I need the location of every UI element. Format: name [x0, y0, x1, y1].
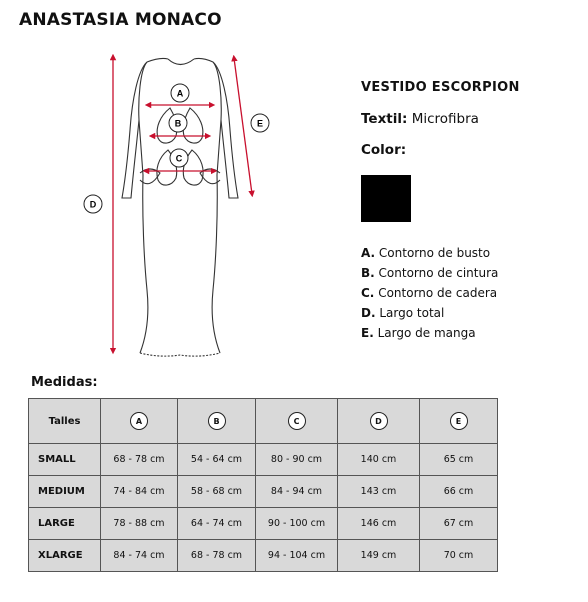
svg-text:B: B — [174, 118, 182, 129]
textil-label: Textil: — [361, 111, 408, 127]
table-cell: 68 - 78 cm — [101, 444, 178, 476]
figure-label-e — [251, 114, 269, 132]
legend-text: Contorno de busto — [378, 246, 491, 260]
medidas-label: Medidas: — [31, 375, 98, 390]
legend-letter: B. — [361, 266, 375, 280]
legend-text: Largo de manga — [377, 326, 476, 340]
table-row — [29, 540, 498, 572]
dress-outline — [122, 58, 238, 356]
table-header-row — [29, 399, 498, 444]
header-circle-label: E — [450, 412, 468, 430]
table-cell: 66 cm — [420, 476, 498, 508]
header-circle-label: C — [288, 412, 306, 430]
table-cell: 68 - 78 cm — [178, 540, 256, 572]
svg-text:A: A — [176, 88, 184, 99]
legend-letter: E. — [361, 326, 374, 340]
legend-letter: C. — [361, 286, 375, 300]
table-cell: 70 cm — [420, 540, 498, 572]
header-col-e — [420, 399, 498, 444]
figure-label-d — [84, 195, 102, 213]
size-table — [28, 398, 498, 572]
legend-item — [361, 283, 498, 303]
table-cell: 90 - 100 cm — [256, 508, 338, 540]
svg-text:E: E — [256, 118, 264, 129]
textil-line — [361, 111, 479, 127]
header-col-b — [178, 399, 256, 444]
size-name: MEDIUM — [29, 476, 101, 508]
header-col-c — [256, 399, 338, 444]
table-cell: 84 - 94 cm — [256, 476, 338, 508]
table-cell: 84 - 74 cm — [101, 540, 178, 572]
table-cell: 64 - 74 cm — [178, 508, 256, 540]
header-talles: Talles — [29, 399, 101, 444]
header-circle-label: B — [208, 412, 226, 430]
legend-item — [361, 303, 498, 323]
table-cell: 78 - 88 cm — [101, 508, 178, 540]
brand-title: ANASTASIA MONACO — [19, 10, 222, 30]
legend-text: Contorno de cintura — [378, 266, 499, 280]
legend-item — [361, 323, 498, 343]
table-cell: 58 - 68 cm — [178, 476, 256, 508]
figure-label-a — [171, 84, 189, 102]
figure-label-c — [170, 149, 188, 167]
table-cell: 65 cm — [420, 444, 498, 476]
textil-value: Microfibra — [411, 111, 479, 127]
legend-item — [361, 263, 498, 283]
legend-item — [361, 243, 498, 263]
table-row — [29, 508, 498, 540]
table-row — [29, 444, 498, 476]
svg-text:C: C — [175, 153, 183, 164]
table-cell: 143 cm — [338, 476, 420, 508]
legend-letter: D. — [361, 306, 376, 320]
table-cell: 140 cm — [338, 444, 420, 476]
table-cell: 67 cm — [420, 508, 498, 540]
figure-label-b — [169, 114, 187, 132]
size-name: SMALL — [29, 444, 101, 476]
size-name: LARGE — [29, 508, 101, 540]
header-circle-label: A — [130, 412, 148, 430]
table-cell: 80 - 90 cm — [256, 444, 338, 476]
table-cell: 94 - 104 cm — [256, 540, 338, 572]
color-swatch — [361, 175, 411, 222]
table-cell: 149 cm — [338, 540, 420, 572]
header-circle-label: D — [370, 412, 388, 430]
product-name: VESTIDO ESCORPION — [361, 80, 520, 95]
table-row — [29, 476, 498, 508]
svg-text:D: D — [89, 199, 97, 210]
legend-text: Contorno de cadera — [378, 286, 498, 300]
header-col-a — [101, 399, 178, 444]
color-label: Color: — [361, 142, 407, 158]
header-col-d — [338, 399, 420, 444]
table-cell: 74 - 84 cm — [101, 476, 178, 508]
legend-letter: A. — [361, 246, 376, 260]
dress-illustration — [0, 40, 340, 370]
table-cell: 146 cm — [338, 508, 420, 540]
table-cell: 54 - 64 cm — [178, 444, 256, 476]
measure-legend — [361, 243, 498, 343]
size-name: XLARGE — [29, 540, 101, 572]
legend-text: Largo total — [379, 306, 445, 320]
